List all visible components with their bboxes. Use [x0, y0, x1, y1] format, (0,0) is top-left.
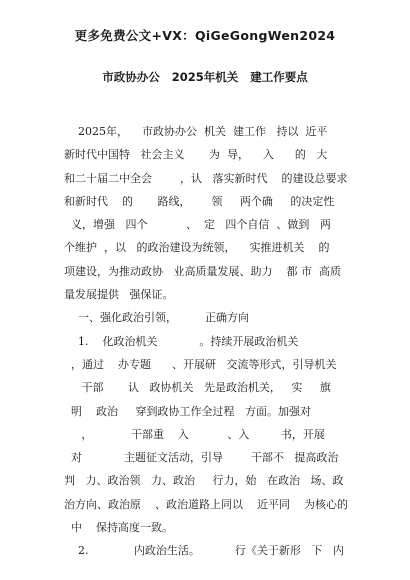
body-text-line: 义，增强 四个 、 定 四个自信 、做到 两	[64, 218, 331, 232]
body-text-line: 一、强化政治引领， 正确方向	[64, 311, 249, 325]
body-text-line: 干部 认 政协机关 先是政治机关， 实 旗	[64, 381, 331, 395]
body-text-line: 2. 内政治生活。 行《关于新形 下 内	[64, 544, 344, 558]
body-text-line: 1. 化政治机关 。持续开展政治机关	[64, 334, 299, 348]
body-text-line: 判 力、政治领 力、政治 行力，始 在政治 场、政	[64, 474, 344, 488]
document-header: 更多免费公文+VX：QiGeGongWen2024	[74, 28, 336, 43]
body-text-line: ， 干部重 入 、入 书，开展	[64, 427, 325, 441]
document-body	[64, 120, 354, 563]
body-text-line: 明 政治 穿到政协工作全过程 方面。加强对	[64, 404, 311, 418]
document-title: 市政协办公 2025年机关 建工作要点	[102, 70, 308, 84]
body-text-line: 2025年， 市政协办公 机关 建工作 持以 近平	[64, 125, 328, 138]
body-text-line: 量发展提供 强保证。	[64, 288, 174, 302]
body-text-line: 新时代中国特 社会主义 为 导， 入 的 大	[64, 148, 328, 162]
body-text-line: 个维护 ，以 的政治建设为统领， 实推进机关 的	[64, 241, 330, 255]
body-text-line: 项建设，为推动政协 业高质量发展、助力 都 市 高质	[64, 264, 341, 278]
body-text-line: 治方向、政治原 、政治道路上同以 近平同 为核心的	[64, 497, 348, 511]
body-text-line: 和二十届二中全会 ，认 落实新时代 的建设总要求	[64, 171, 348, 185]
body-text-line: 对 主题征文活动，引导 干部不 提高政治	[64, 451, 339, 465]
body-text-line: 和新时代 的 路线， 领 两个确 的决定性	[64, 194, 335, 208]
body-text-line: 中 保持高度一致。	[64, 521, 173, 535]
body-text-line: ，通过 办专题 、开展研 交流等形式，引导机关	[64, 357, 337, 371]
